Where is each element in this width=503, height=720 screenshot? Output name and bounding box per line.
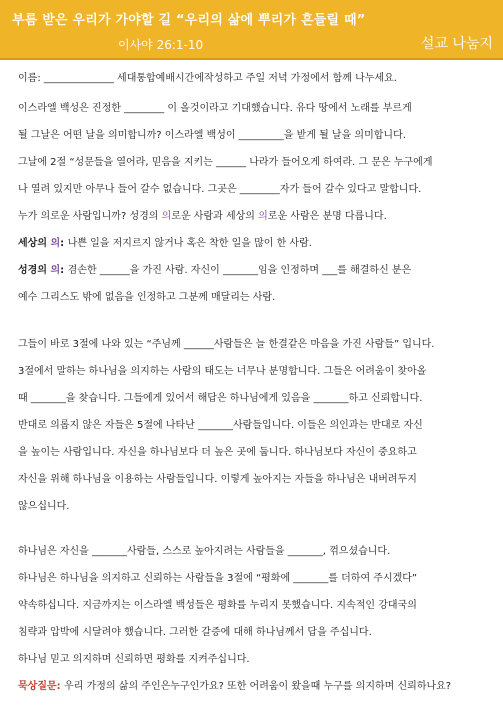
paragraph-line: 예수 그리스도 밖에 없음을 인정하고 그분께 매달리는 사람.	[18, 292, 276, 303]
highlight-word: 의	[50, 265, 61, 276]
paragraph-line: 하나님 믿고 의지하며 신뢰하면 평화를 지켜주십니다.	[18, 654, 250, 665]
worksheet-tag: 설교 나눔지	[420, 36, 493, 52]
highlight-word: 의	[161, 211, 172, 222]
text-span: 누가 의로운 사람입니까? 성경의	[18, 211, 162, 222]
definition-label: :	[60, 238, 68, 249]
paragraph-line: 약속하십니다. 지금까지는 이스라엘 백성들은 평화를 누리지 못했습니다. 지속적인 강대국의	[18, 600, 417, 611]
paragraph-line: 그날에 2절 “성문들을 열어라, 믿음을 지키는 ______ 나라가 들어오게 하여라. 그 문은 누구에게	[18, 157, 433, 168]
paragraph-line: 때 _______을 찾습니다. 그들에게 있어서 해답은 하나님에게 있음을 _______하고 신뢰합니다.	[18, 393, 423, 404]
highlight-word: 의	[50, 238, 61, 249]
definition-label: :	[60, 265, 68, 276]
name-line: 이름: ______________ 세대통합예배시간에작성하고 주일 저녁 가정에서 함께 나누세요.	[18, 73, 397, 84]
definition-label: 성경의	[18, 265, 51, 276]
paragraph-line: 이스라엘 백성은 진정한 ________ 이 올것이라고 기대했습니다. 유다 땅에서 노래를 부르게	[18, 103, 412, 114]
highlight-word: 의	[258, 211, 268, 222]
definition-world	[18, 237, 312, 251]
paragraph-line: 될 그날은 어떤 날을 의미합니까? 이스라엘 백성이 _________을 받게 될 날을 의미합니다.	[18, 130, 406, 141]
paragraph-line: 자신을 위해 하나님을 이용하는 사람들입니다. 이렇게 높아지는 자들을 하나님은 내버려두지	[18, 474, 417, 485]
paragraph-line: 그들이 바로 3절에 나와 있는 “주님께 ______사람들은 늘 한결같은 마음을 가진 사람들” 입니다.	[18, 339, 435, 350]
paragraph-line: 3절에서 말하는 하나님을 의지하는 사람의 태도는 너무나 분명합니다. 그들은 어려움이 찾아올	[18, 366, 427, 377]
text-span: 로운 사람과 세상의	[171, 211, 259, 222]
definition-bible	[18, 264, 411, 278]
paragraph-line: 않으십니다.	[18, 501, 70, 512]
scripture-reference: 이사야 26:1-10	[118, 38, 204, 52]
definition-label: 세상의	[18, 238, 51, 249]
paragraph-line: 하나님은 자신을 _______사람들, 스스로 높아지려는 사람들을 _______, 꺾으셨습니다.	[18, 546, 391, 557]
sermon-title: 부름 받은 우리가 가야할 길 “우리의 삶에 뿌리가 흔들릴 때”	[12, 13, 366, 28]
definition-text: 겸손한 ______을 가진 사람. 자신이 _______임을 인정하며 ___를 해결하신 분은	[67, 265, 412, 276]
definition-text: 나쁜 일을 저지르지 않거나 혹은 착한 일을 많이 한 사람.	[67, 238, 312, 249]
header-banner	[0, 0, 503, 60]
paragraph-line	[18, 210, 387, 224]
question-text: 우리 가정의 삶의 주인은누구인가요? 또한 어려움이 왔을때 누구를 의지하며 신뢰하나요?	[64, 681, 452, 692]
paragraph-line: 반대로 의롭지 않은 자들은 5절에 나타난 _______사람들입니다. 이들은 의인과는 반대로 자신	[18, 420, 423, 431]
text-span: 로운 사람은 분명 다릅니다.	[267, 211, 387, 222]
paragraph-line: 나 열려 있지만 아무나 들어 갈수 없습니다. 그곳은 ________자가 들어 갈수 있다고 말합니다.	[18, 184, 422, 195]
paragraph-line: 을 높이는 사람입니다. 자신을 하나님보다 더 높은 곳에 둡니다. 하나님보다 자신이 중요하고	[18, 447, 417, 458]
question-label: 묵상질문:	[18, 681, 65, 692]
meditation-question	[18, 680, 451, 694]
paragraph-line: 침략과 압박에 시달려야 했습니다. 그러한 갈증에 대해 하나님께서 답을 주십니다.	[18, 627, 372, 638]
paragraph-line: 하나님은 하나님을 의지하고 신뢰하는 사람들을 3절에 “평화에 _______를 더하여 주시겠다”	[18, 573, 418, 584]
